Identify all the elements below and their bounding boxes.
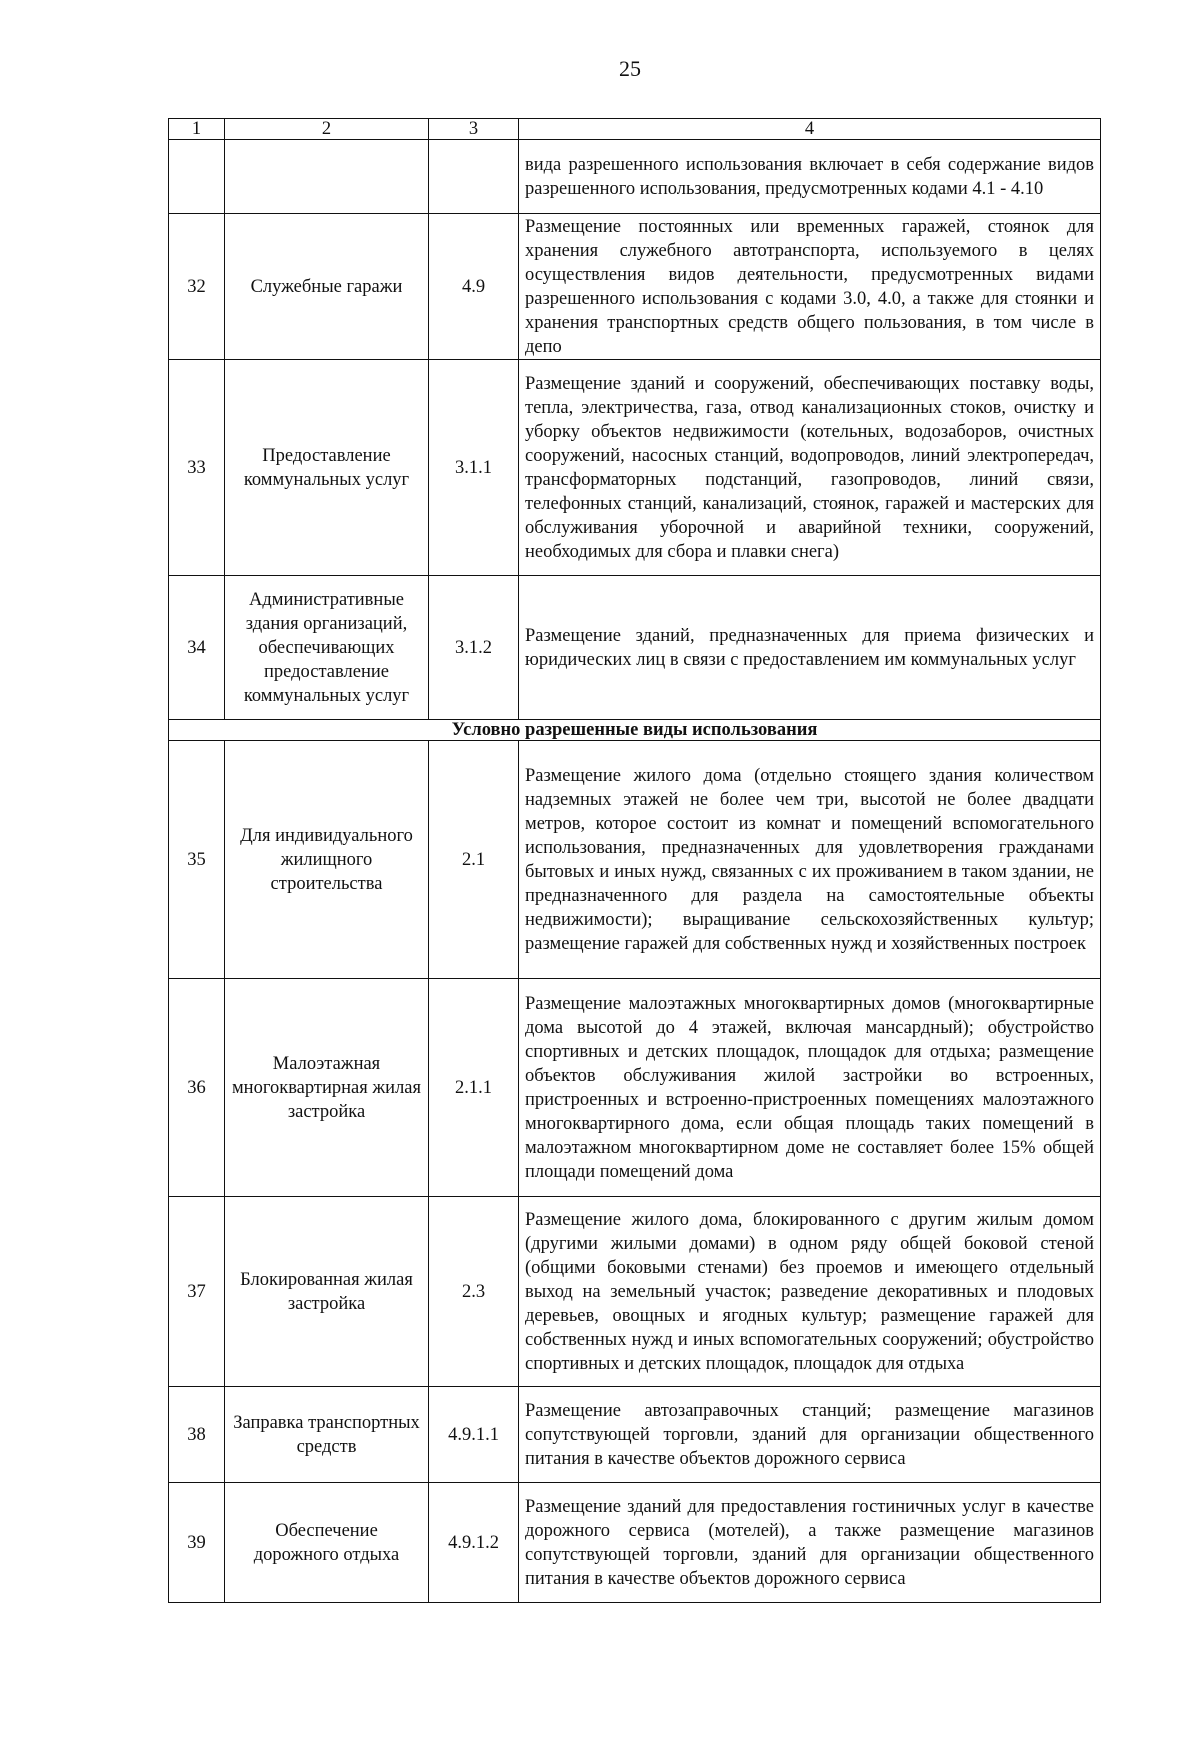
- use-description: Размещение зданий для предоставления гостиничных услуг в качестве дорожного сервиса (мотелей), а также размещение магазинов сопутствующей торговли, зданий для организации общественного питания в качестве объектов дорожного сервиса: [519, 1483, 1101, 1603]
- row-number: [169, 140, 225, 214]
- use-code: 2.1: [429, 741, 519, 979]
- page-number: 25: [619, 56, 641, 81]
- header-col-3: 3: [429, 119, 519, 140]
- row-number: 32: [169, 214, 225, 360]
- use-description: Размещение зданий, предназначенных для приема физических и юридических лиц в связи с предоставлением им коммунальных услуг: [519, 576, 1101, 720]
- header-row: [169, 119, 1101, 140]
- use-name: Малоэтажная многоквартирная жилая застройка: [225, 979, 429, 1197]
- row-number: 35: [169, 741, 225, 979]
- header-col-2: 2: [225, 119, 429, 140]
- table-row: [169, 1483, 1101, 1603]
- use-name: Предоставление коммунальных услуг: [225, 360, 429, 576]
- row-number: 38: [169, 1387, 225, 1483]
- use-name: Блокированная жилая застройка: [225, 1197, 429, 1387]
- use-code: 2.3: [429, 1197, 519, 1387]
- row-number: 36: [169, 979, 225, 1197]
- use-description: вида разрешенного использования включает в себя содержание видов разрешенного использования, предусмотренных кодами 4.1 - 4.10: [519, 140, 1101, 214]
- section-header-row: [169, 720, 1101, 741]
- use-description: Размещение зданий и сооружений, обеспечивающих поставку воды, тепла, электричества, газа, отвод канализационных стоков, очистку и уборку объектов недвижимости (котельных, водозаборов, очистных сооружений, насосных станций, водопроводов, линий электропередач, трансформаторных подстанций, газопроводов, линий связи, телефонных станций, канализаций, стоянок, гаражей и мастерских для обслуживания уборочной и аварийной техники, сооружений, необходимых для сбора и плавки снега): [519, 360, 1101, 576]
- table-row: [169, 576, 1101, 720]
- use-code: 3.1.1: [429, 360, 519, 576]
- use-code: 4.9.1.2: [429, 1483, 519, 1603]
- use-name: [225, 140, 429, 214]
- header-col-4: 4: [519, 119, 1101, 140]
- row-number: 37: [169, 1197, 225, 1387]
- header-col-1: 1: [169, 119, 225, 140]
- table-row: [169, 214, 1101, 360]
- table-row: [169, 1387, 1101, 1483]
- use-name: Обеспечение дорожного отдыха: [225, 1483, 429, 1603]
- row-number: 39: [169, 1483, 225, 1603]
- table-row: [169, 741, 1101, 979]
- use-description: Размещение жилого дома, блокированного с другим жилым домом (другими жилыми домами) в одном ряду общей боковой стеной (общими боковыми стенами) без проемов и имеющего отдельный выход на земельный участок; разведение декоративных и плодовых деревьев, овощных и ягодных культур; размещение гаражей для собственных нужд и иных вспомогательных сооружений; обустройство спортивных и детских площадок, площадок для отдыха: [519, 1197, 1101, 1387]
- row-number: 33: [169, 360, 225, 576]
- use-name: Административные здания организаций, обеспечивающих предоставление коммунальных услуг: [225, 576, 429, 720]
- use-name: Служебные гаражи: [225, 214, 429, 360]
- use-description: Размещение автозаправочных станций; размещение магазинов сопутствующей торговли, зданий для организации общественного питания в качестве объектов дорожного сервиса: [519, 1387, 1101, 1483]
- land-use-table: [168, 118, 1101, 1603]
- table-row: [169, 140, 1101, 214]
- use-code: 4.9.1.1: [429, 1387, 519, 1483]
- use-description: Размещение малоэтажных многоквартирных домов (многоквартирные дома высотой до 4 этажей, включая мансардный); обустройство спортивных и детских площадок, площадок для отдыха; размещение объектов обслуживания жилой застройки во встроенных, пристроенных и встроенно-пристроенных помещениях малоэтажного многоквартирного дома, если общая площадь таких помещений в малоэтажном многоквартирном доме не составляет более 15% общей площади помещений дома: [519, 979, 1101, 1197]
- use-name: Для индивидуального жилищного строительства: [225, 741, 429, 979]
- use-description: Размещение постоянных или временных гаражей, стоянок для хранения служебного автотранспорта, используемого в целях осуществления видов деятельности, предусмотренных видами разрешенного использования с кодами 3.0, 4.0, а также для стоянки и хранения транспортных средств общего пользования, в том числе в депо: [519, 214, 1101, 360]
- use-name: Заправка транспортных средств: [225, 1387, 429, 1483]
- table-row: [169, 1197, 1101, 1387]
- use-code: 4.9: [429, 214, 519, 360]
- table-row: [169, 360, 1101, 576]
- use-code: [429, 140, 519, 214]
- table-row: [169, 979, 1101, 1197]
- use-description: Размещение жилого дома (отдельно стоящего здания количеством надземных этажей не более чем три, высотой не более двадцати метров, которое состоит из комнат и помещений вспомогательного использования, предназначенных для удовлетворения гражданами бытовых и иных нужд, связанных с их проживанием в таком здании, не предназначенного для раздела на самостоятельные объекты недвижимости); выращивание сельскохозяйственных культур; размещение гаражей для собственных нужд и хозяйственных построек: [519, 741, 1101, 979]
- use-code: 2.1.1: [429, 979, 519, 1197]
- use-code: 3.1.2: [429, 576, 519, 720]
- section-title: Условно разрешенные виды использования: [169, 720, 1101, 741]
- row-number: 34: [169, 576, 225, 720]
